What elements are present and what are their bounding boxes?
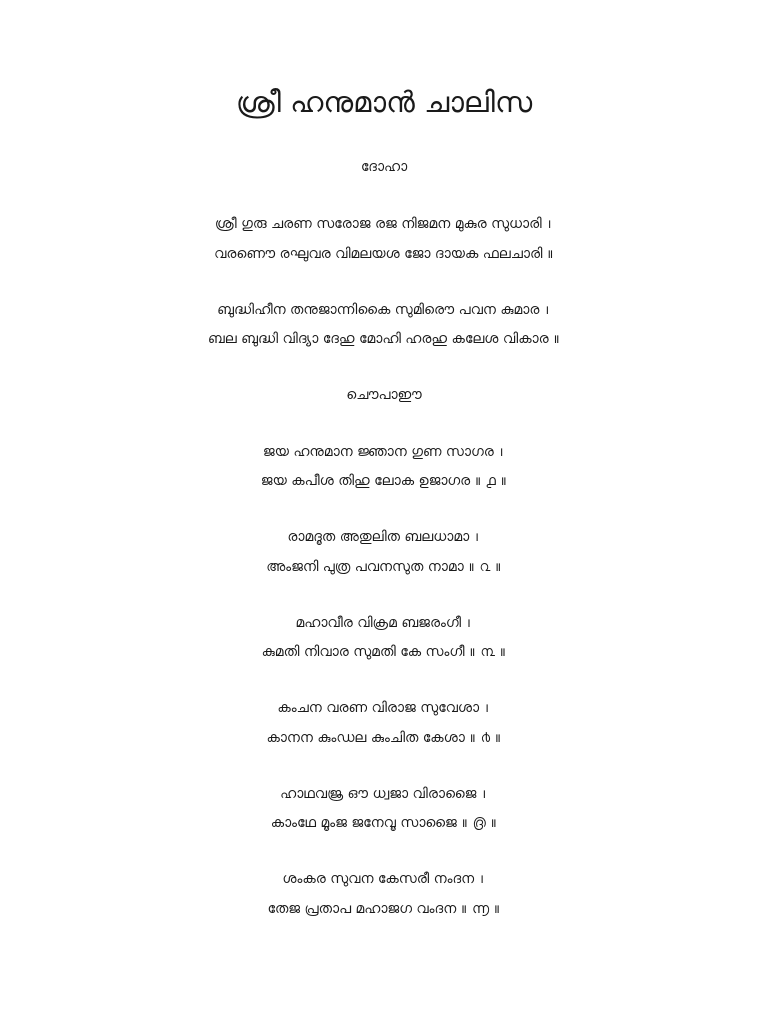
chaupai-4-line-1: കംചന വരണ വിരാജ സുവേശാ ।: [277, 700, 491, 716]
chaupai-5-line-2: കാംഥേ മൂംജ ജനേവൂ സാജൈ ॥ ൫ ॥: [270, 815, 498, 831]
chaupai-2-line-1: രാമദൂത അതുലിത ബലധാമാ ।: [287, 529, 481, 545]
chaupai-5-line-1: ഹാഥവജ്ര ഔ ധ്വജാ വിരാജൈ ।: [280, 786, 488, 802]
doha-2-line-1: ബുദ്ധിഹീന തനുജാന്നികൈ സുമിരൌ പവന കുമാര ।: [217, 302, 551, 318]
chaupai-1-line-2: ജയ കപീശ തിഹു ലോക ഉജാഗര ॥ ൧ ॥: [260, 473, 508, 489]
chaupai-6-line-2: തേജ പ്രതാപ മഹാജഗ വംദന ॥ ൬ ॥: [267, 901, 501, 917]
chaupai-3-line-2: കുമതി നിവാര സുമതി കേ സംഗീ ॥ ൩ ॥: [261, 644, 507, 660]
chaupai-heading: ചൌപാഈ: [346, 387, 422, 403]
chaupai-3-line-1: മഹാവീര വിക്രമ ബജരംഗീ ।: [295, 615, 473, 631]
doha-heading: ദോഹാ: [360, 159, 408, 175]
doha-2-line-2: ബല ബുദ്ധി വിദ്യാ ദേഹു മോഹി ഹരഹു കലേശ വികാര ॥: [207, 331, 561, 347]
chaupai-2-line-2: അംജനി പുത്ര പവനസുത നാമാ ॥ ൨ ॥: [266, 559, 502, 575]
page-title: ശ്രീ ഹനുമാൻ ചാലിസ: [235, 85, 533, 119]
chaupai-6-line-1: ശംകര സുവന കേസരീ നംദന ।: [282, 871, 486, 887]
chaupai-4-line-2: കാനന കുംഡല കുംചിത കേശാ ॥ ൪ ॥: [266, 730, 502, 746]
doha-1-line-1: ശ്രീ ഗുരു ചരണ സരോജ രജ നിജമന മുകുര സുധാരി ।: [214, 216, 554, 232]
doha-1-line-2: വരണൌ രഘുവര വിമലയശ ജോ ദായക ഫലചാരി ॥: [214, 246, 554, 262]
chaupai-1-line-1: ജയ ഹനുമാന ജ്ഞാന ഗുണ സാഗര ।: [262, 444, 506, 460]
